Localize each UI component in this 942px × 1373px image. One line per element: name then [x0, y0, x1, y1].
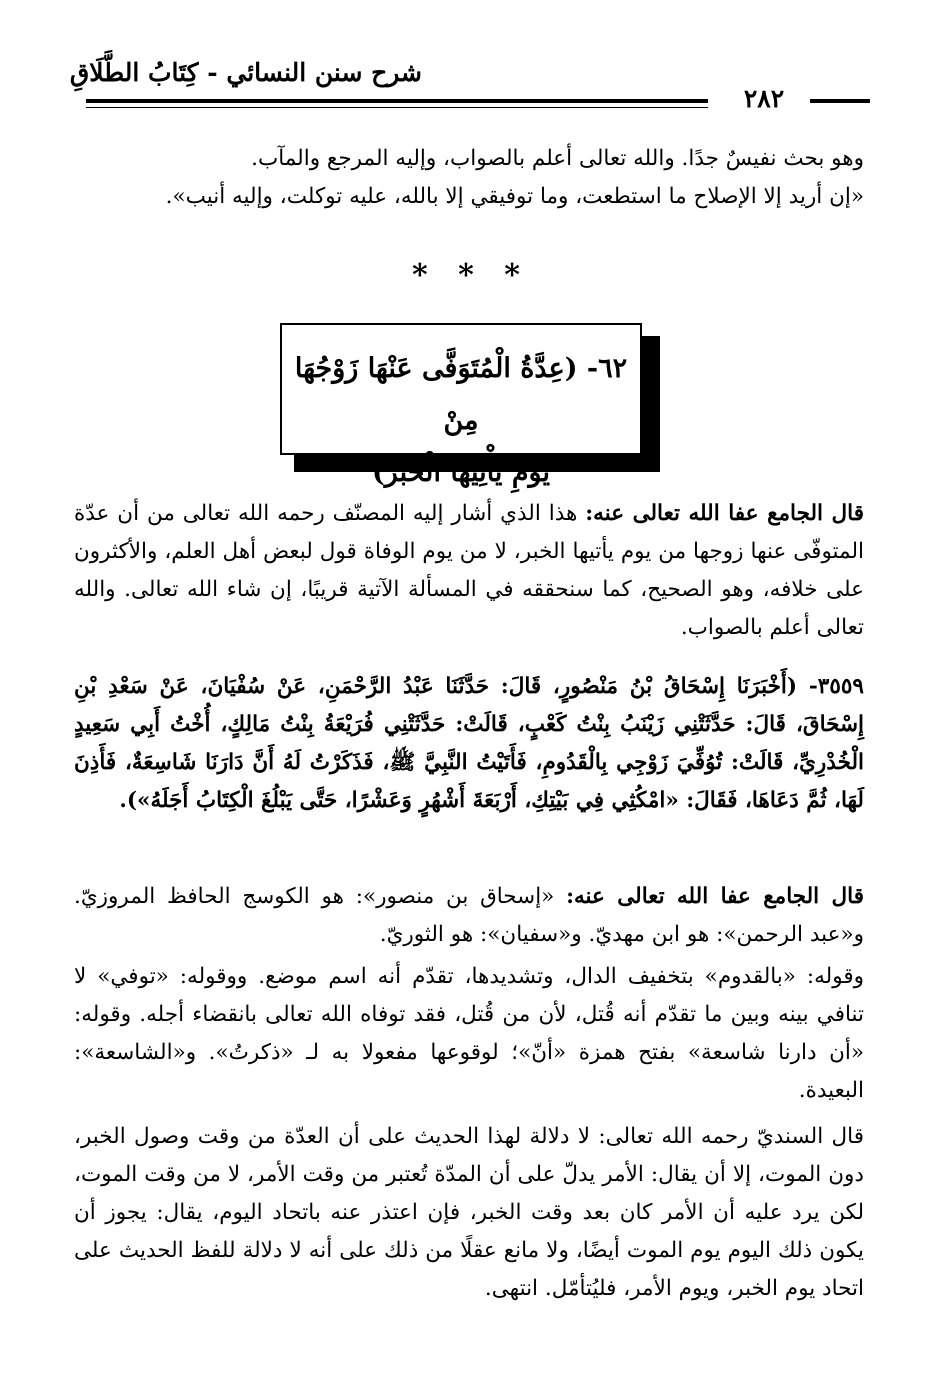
commentary-3: [74, 958, 864, 1110]
header-rule-right: [810, 99, 870, 103]
intro-line-2: «إن أريد إلا الإصلاح ما استطعت، وما توفيقي إلا بالله، عليه توكلت، وإليه أنيب».: [165, 184, 864, 209]
header-rule-thick: [86, 99, 708, 103]
page-number: ٢٨٢: [743, 84, 785, 113]
chapter-title-line-1: [292, 343, 630, 447]
section-separator: * * *: [412, 258, 530, 293]
chapter-number: ٦٢-: [586, 353, 628, 384]
commentary-3-text: وقوله: «بالقدوم» بتخفيف الدال، وتشديدها، تقدّم أنه اسم موضع. ووقوله: «توفي» لا تنافي بينه وبين ما تقدّم أنه قُتل، لأن من قُتل، فقد توفاه الله تعالى بانقضاء أجله. وقوله: «أن دارنا شاسعة» بفتح همزة «أنّ»؛ لوقوعها مفعولا به لـ «ذكرتُ». و«الشاسعة»: البعيدة.: [74, 964, 864, 1103]
hadith-number: ٣٥٥٩-: [808, 674, 864, 699]
commentary-2: [74, 878, 864, 954]
hadith-body: (أَخْبَرَنَا إِسْحَاقُ بْنُ مَنْصُورٍ، قَالَ: حَدَّثَنَا عَبْدُ الرَّحْمَنِ، عَنْ سُفْيَانَ، عَنْ سَعْدِ بْنِ إِسْحَاقَ، قَالَ: حَدَّثَتْنِي زَيْنَبُ بِنْتُ كَعْبٍ، قَالَتْ: حَدَّثَتْنِي فُرَيْعَةُ بِنْتُ مَالِكٍ، أُخْتُ أَبِي سَعِيدٍ الْخُدْرِيِّ، قَالَتْ: تُوُفِّيَ زَوْجِي بِالْقَدُومِ، فَأَتَيْتُ النَّبِيَّ ﷺ، فَذَكَرْتُ لَهُ أَنَّ دَارَنَا شَاسِعَةٌ، فَأَذِنَ لَهَا، ثُمَّ دَعَاهَا، فَقَالَ: «امْكُثِي فِي بَيْتِكِ، أَرْبَعَةَ أَشْهُرٍ وَعَشْرًا، حَتَّى يَبْلُغَ الْكِتَابُ أَجَلَهُ»).: [74, 674, 864, 813]
chapter-title-part-1: (عِدَّةُ الْمُتَوَفَّى عَنْهَا زَوْجُهَا مِنْ: [294, 353, 578, 436]
intro-paragraph: [74, 140, 864, 216]
header-rule-thin: [86, 107, 708, 108]
intro-line-1: وهو بحث نفيسٌ جدًا. والله تعالى أعلم بالصواب، وإليه المرجع والمآب.: [251, 146, 864, 171]
commentary-1-lead: قال الجامع عفا الله تعالى عنه:: [585, 501, 864, 526]
chapter-title-line-2: يَوْمِ يَأْتِيهَا الْخَبَرُ): [371, 457, 551, 488]
running-header-title: شرح سنن النسائي - كِتَابُ الطَّلَاقِ: [69, 58, 422, 87]
commentary-2-lead: قال الجامع عفا الله تعالى عنه:: [566, 884, 864, 909]
commentary-2-text: «إسحاق بن منصور»: هو الكوسج الحافظ المروزيّ. و«عبد الرحمن»: هو ابن مهديّ. و«سفيان»: هو الثوريّ.: [74, 884, 864, 947]
commentary-4: [74, 1118, 864, 1308]
hadith-text: [74, 668, 864, 820]
chapter-heading-box: [280, 323, 642, 488]
commentary-1-text: هذا الذي أشار إليه المصنّف رحمه الله تعالى من أن عدّة المتوفّى عنها زوجها من يوم يأتيها الخبر، لا من يوم الوفاة قول لبعض أهل العلم، والأكثرون على خلافه، وهو الصحيح، كما سنحققه في المسألة الآتية قريبًا، إن شاء الله تعالى. والله تعالى أعلم بالصواب.: [74, 501, 864, 640]
commentary-1: [74, 495, 864, 647]
commentary-4-text: قال السنديّ رحمه الله تعالى: لا دلالة لهذا الحديث على أن العدّة من وقت وصول الخبر، دون الموت، إلا أن يقال: الأمر يدلّ على أن المدّة تُعتبر من وقت الأمر، لا من وقت الموت، لكن يرد عليه أن الأمر كان بعد وقت الخبر، فإن اعتذر عنه باتحاد اليوم، يقال: يجوز أن يكون ذلك اليوم يوم الموت أيضًا، ولا مانع عقلًا من ذلك على أنه لا دلالة للفظ الحديث على اتحاد يوم الخبر، ويوم الأمر، فليُتأمّل. انتهى.: [74, 1124, 864, 1301]
